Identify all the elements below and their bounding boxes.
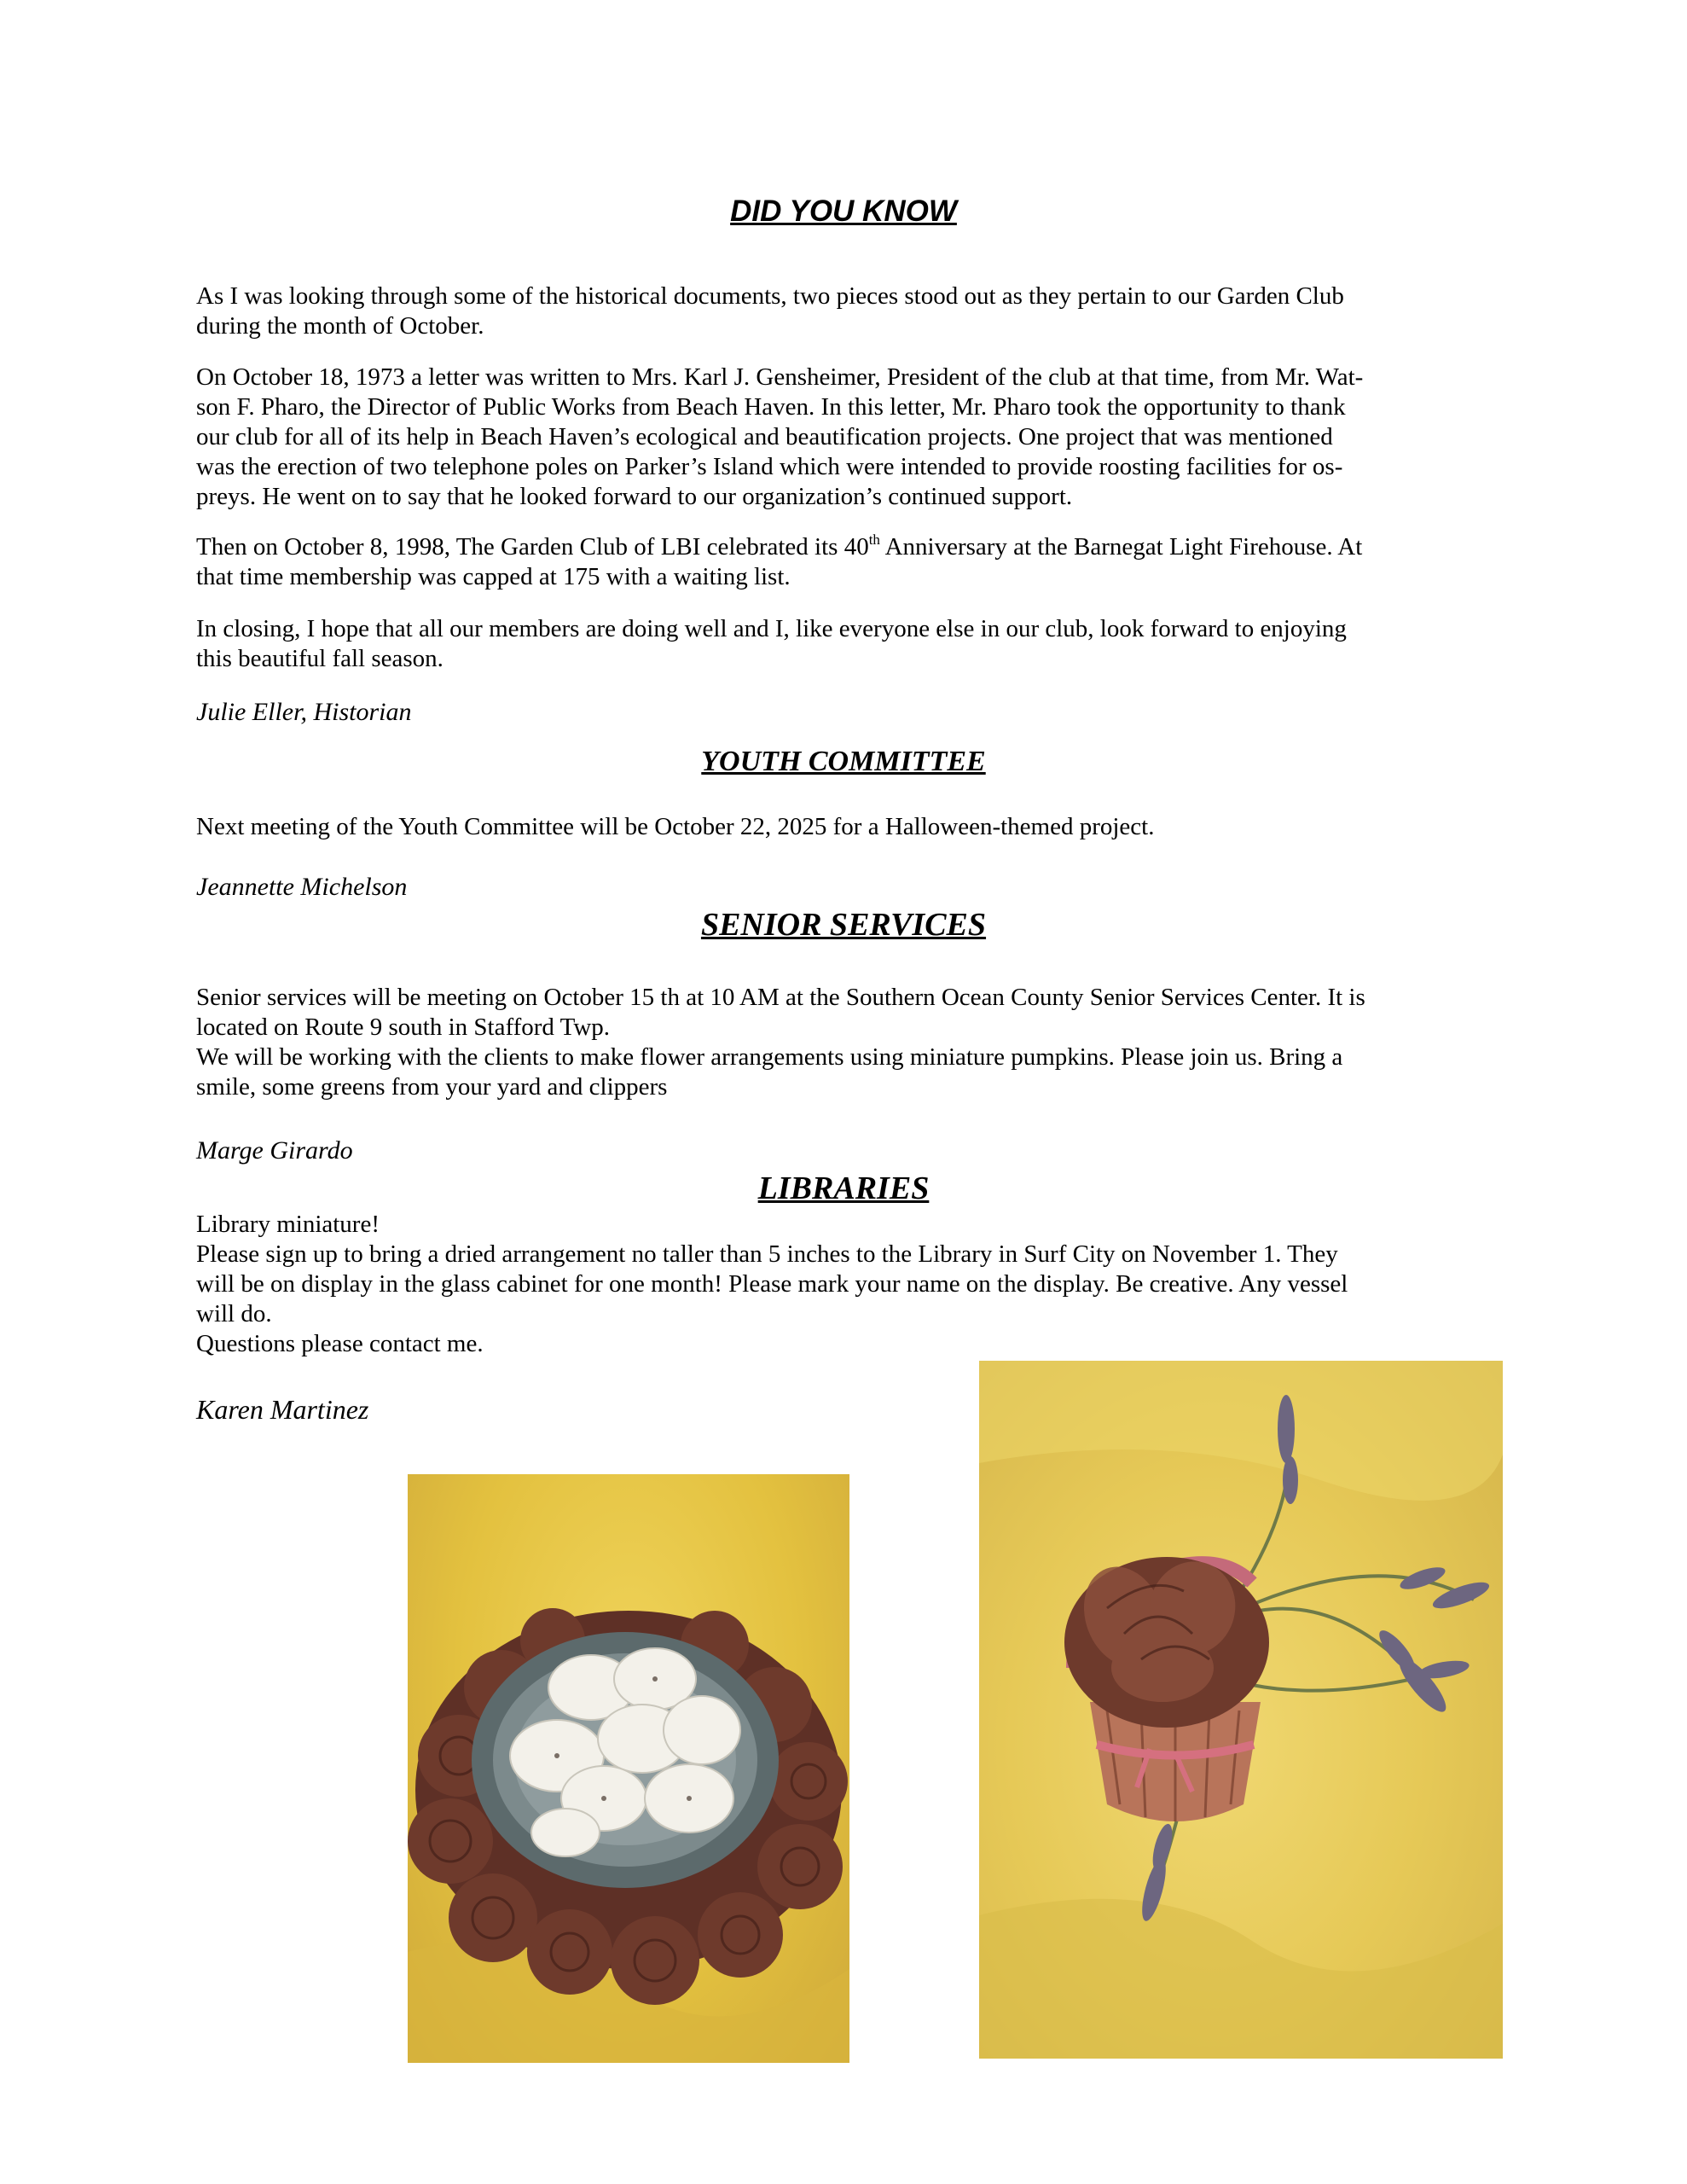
senior-services-signature: Marge Girardo: [196, 1136, 353, 1165]
senior-services-heading: SENIOR SERVICES: [700, 907, 987, 943]
text-line: that time membership was capped at 175 with a waiting list.: [196, 563, 791, 590]
historian-signature: Julie Eller, Historian: [196, 698, 412, 726]
shell-arrangement-illustration: [408, 1474, 849, 2063]
text-line: Please sign up to bring a dried arrangement no taller than 5 inches to the Library in Surf City on November 1. They: [196, 1240, 1338, 1268]
youth-committee-heading: YOUTH COMMITTEE: [701, 746, 986, 777]
text-line: located on Route 9 south in Stafford Twp.: [196, 1014, 611, 1041]
dried-rose-lavender-basket-photo: [979, 1361, 1503, 2059]
did-you-know-paragraph-4: [196, 614, 1501, 674]
libraries-signature: Karen Martinez: [196, 1394, 369, 1425]
text-line: son F. Pharo, the Director of Public Works from Beach Haven. In this letter, Mr. Pharo took the opportunity to thank: [196, 393, 1346, 421]
ordinal-superscript: th: [868, 531, 880, 548]
text-line: was the erection of two telephone poles on Parker’s Island which were intended to provide roosting facilities for os-: [196, 453, 1343, 480]
text-line: smile, some greens from your yard and clippers: [196, 1073, 668, 1101]
basket-arrangement-illustration: [979, 1361, 1503, 2059]
text-line: Senior services will be meeting on October 15 th at 10 AM at the Southern Ocean County Senior Services Center. It is: [196, 984, 1365, 1011]
text-line: this beautiful fall season.: [196, 645, 443, 672]
did-you-know-paragraph-2: [196, 363, 1501, 512]
text-line: We will be working with the clients to make flower arrangements using miniature pumpkins. Please join us. Bring a: [196, 1043, 1343, 1071]
text-line: As I was looking through some of the historical documents, two pieces stood out as they pertain to our Garden Club: [196, 282, 1344, 310]
text-line: during the month of October.: [196, 312, 484, 340]
text-line: will do.: [196, 1300, 272, 1327]
text-run: Then on October 8, 1998, The Garden Club of LBI celebrated its 40: [196, 533, 869, 561]
text-line: Next meeting of the Youth Committee will be October 22, 2025 for a Halloween-themed project.: [196, 813, 1155, 840]
text-line: In closing, I hope that all our members are doing well and I, like everyone else in our club, look forward to enjoying: [196, 615, 1347, 642]
youth-committee-text: [196, 812, 1501, 842]
did-you-know-paragraph-1: [196, 282, 1501, 341]
text-line: will be on display in the glass cabinet for one month! Please mark your name on the display. Be creative. Any vessel: [196, 1270, 1348, 1298]
senior-services-text: [196, 983, 1501, 1102]
text-line: [196, 532, 1501, 562]
text-line: our club for all of its help in Beach Haven’s ecological and beautification projects. One project that was mentioned: [196, 423, 1333, 450]
text-line: Library miniature!: [196, 1211, 380, 1238]
dried-rose-shell-arrangement-photo: [408, 1474, 849, 2063]
did-you-know-heading: DID YOU KNOW: [730, 195, 957, 228]
libraries-text: [196, 1210, 1501, 1359]
text-line: preys. He went on to say that he looked forward to our organization’s continued support.: [196, 483, 1073, 510]
did-you-know-paragraph-3: [196, 532, 1501, 592]
youth-committee-signature: Jeannette Michelson: [196, 873, 408, 901]
libraries-heading: LIBRARIES: [757, 1170, 930, 1206]
text-run: Anniversary at the Barnegat Light Firehouse. At: [879, 533, 1363, 561]
text-line: On October 18, 1973 a letter was written to Mrs. Karl J. Gensheimer, President of the club at that time, from Mr. Wat-: [196, 363, 1364, 391]
text-line: Questions please contact me.: [196, 1330, 484, 1357]
